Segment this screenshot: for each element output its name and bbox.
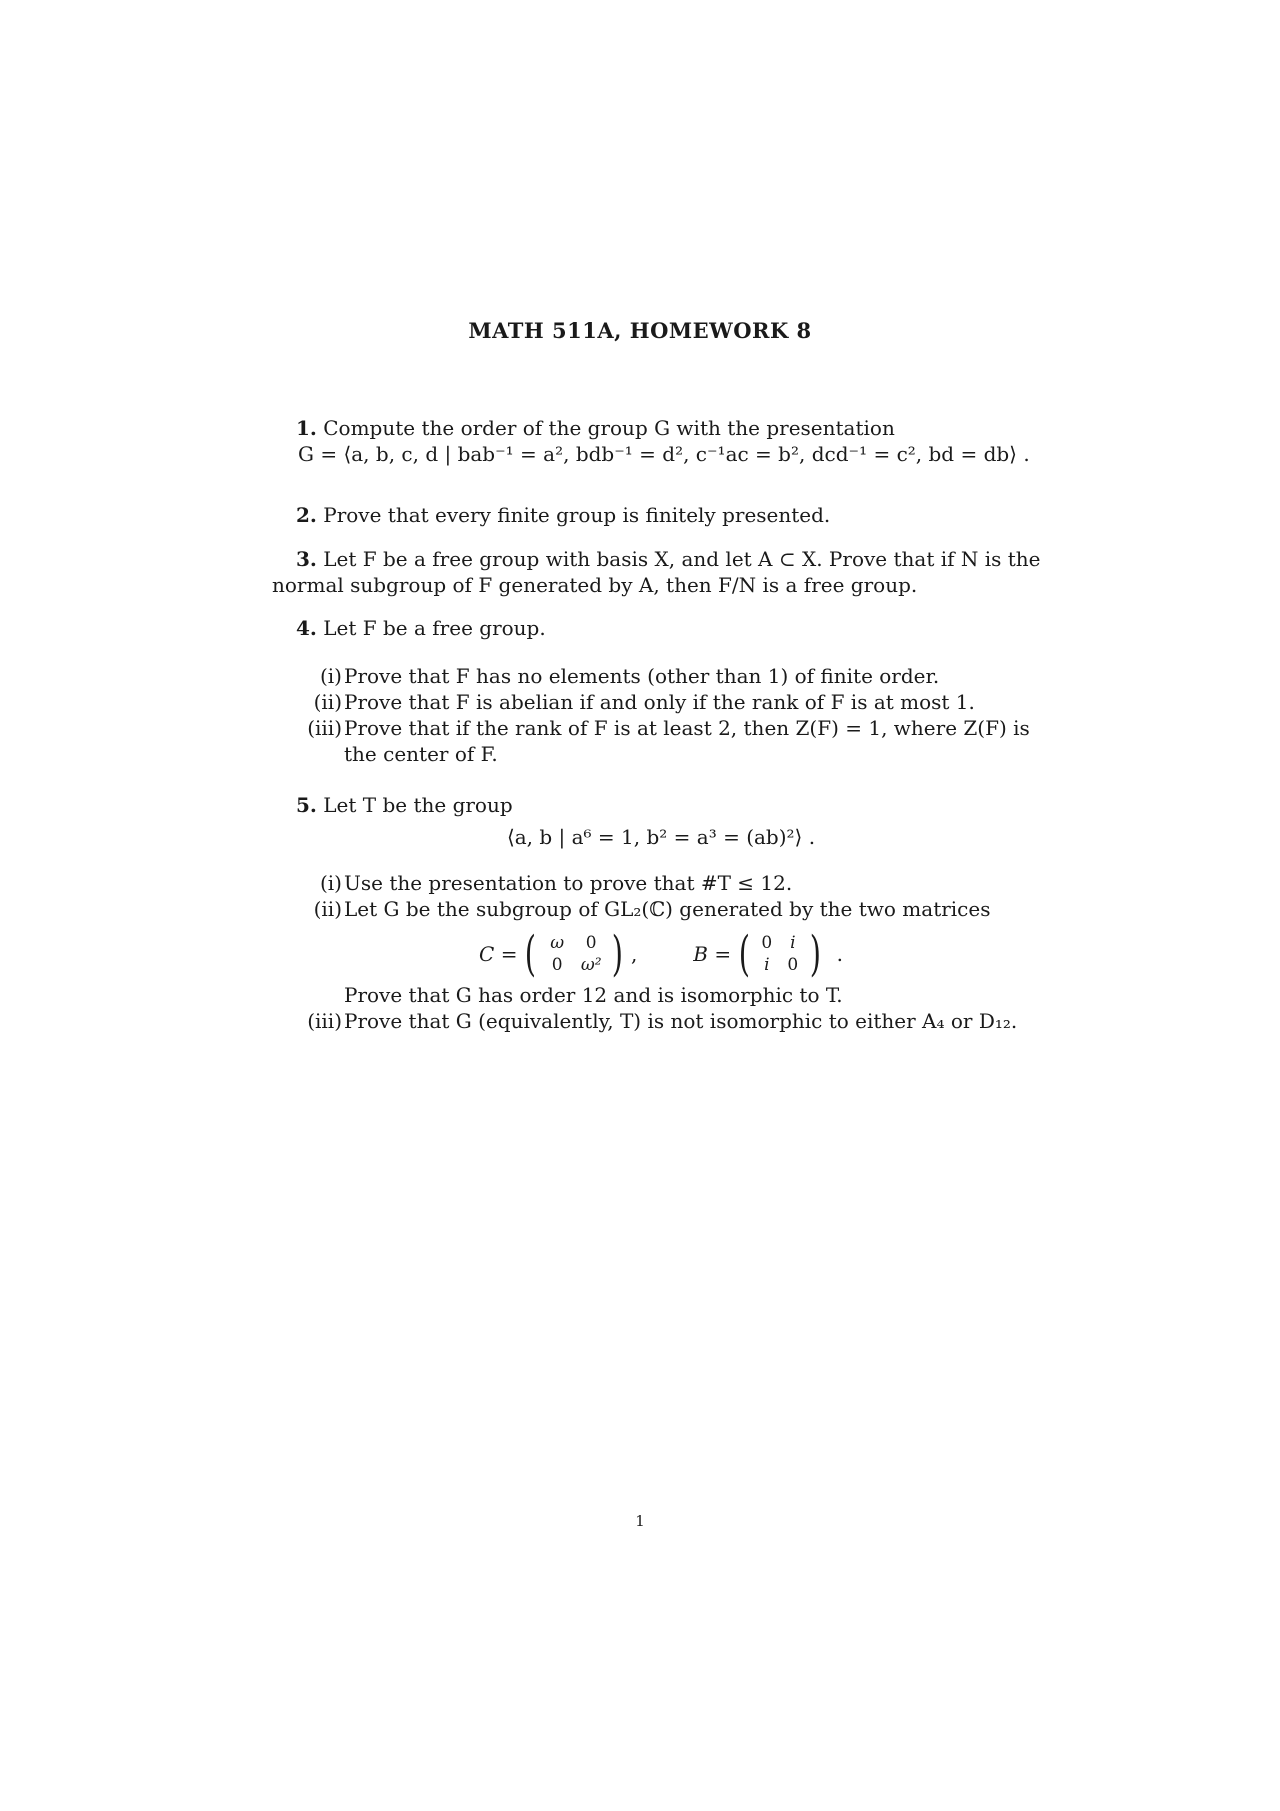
problem-text: Prove that every finite group is finitely presented.	[323, 503, 831, 527]
list-item: (ii) Prove that F is abelian if and only if the rank of F is at most 1.	[313, 690, 975, 714]
page-number: 1	[635, 1512, 645, 1530]
group-presentation: ⟨a, b | a⁶ = 1, b² = a³ = (ab)²⟩ .	[506, 825, 816, 849]
matrices-display: C = ( ω 0 0 ω² ) , B = ( 0 i i 0 ) .	[479, 926, 843, 982]
problem-text: Compute the order of the group G with the presentation	[323, 416, 895, 440]
problem-3	[272, 546, 1050, 598]
matrix-b: ( 0 i i 0 )	[738, 926, 821, 982]
problem-number: 2.	[296, 503, 317, 527]
problem-number: 5.	[296, 793, 317, 817]
matrix-c: ( ω 0 0 ω² )	[525, 926, 624, 982]
problem-number: 3.	[296, 547, 317, 571]
subproblem-list	[272, 663, 1050, 767]
problem-1	[272, 415, 1050, 467]
page-title: MATH 511A, HOMEWORK 8	[468, 318, 812, 343]
problem-number: 1.	[296, 416, 317, 440]
problem-2	[272, 502, 1050, 528]
matrix-c-name: C =	[479, 942, 518, 966]
list-item: (i) Prove that F has no elements (other than 1) of finite order.	[319, 664, 940, 688]
list-item: (iii) Prove that G (equivalently, T) is not isomorphic to either A₄ or D₁₂.	[307, 1009, 1018, 1033]
matrix-b-name: B =	[693, 942, 732, 966]
problem-text: Let F be a free group.	[323, 616, 546, 640]
list-item: (iii) Prove that if the rank of F is at least 2, then Z(F) = 1, where Z(F) is the center of F.	[307, 716, 1030, 766]
problem-number: 4.	[296, 616, 317, 640]
subproblem-list	[272, 870, 1050, 1034]
problem-text: Let F be a free group with basis X, and let A ⊂ X. Prove that if N is the normal subgroup of F generated by A, then F/N is a free group.	[272, 547, 1041, 597]
list-item: (ii) Let G be the subgroup of GL₂(ℂ) generated by the two matrices C = ( ω 0 0 ω² ) , B = ( 0 i i 0 ) . Prove that G has order 12 and is isomorphic to T.	[272, 896, 1050, 1008]
list-item: (i) Use the presentation to prove that #T ≤ 12.	[319, 871, 793, 895]
problem-5	[272, 792, 1050, 1034]
presentation-equation: G = ⟨a, b, c, d | bab⁻¹ = a², bdb⁻¹ = d², c⁻¹ac = b², dcd⁻¹ = c², bd = db⟩ .	[298, 442, 1030, 466]
problem-text: Let T be the group	[323, 793, 513, 817]
problem-4	[272, 615, 1050, 767]
item-followup-text: Prove that G has order 12 and is isomorphic to T.	[344, 983, 843, 1007]
